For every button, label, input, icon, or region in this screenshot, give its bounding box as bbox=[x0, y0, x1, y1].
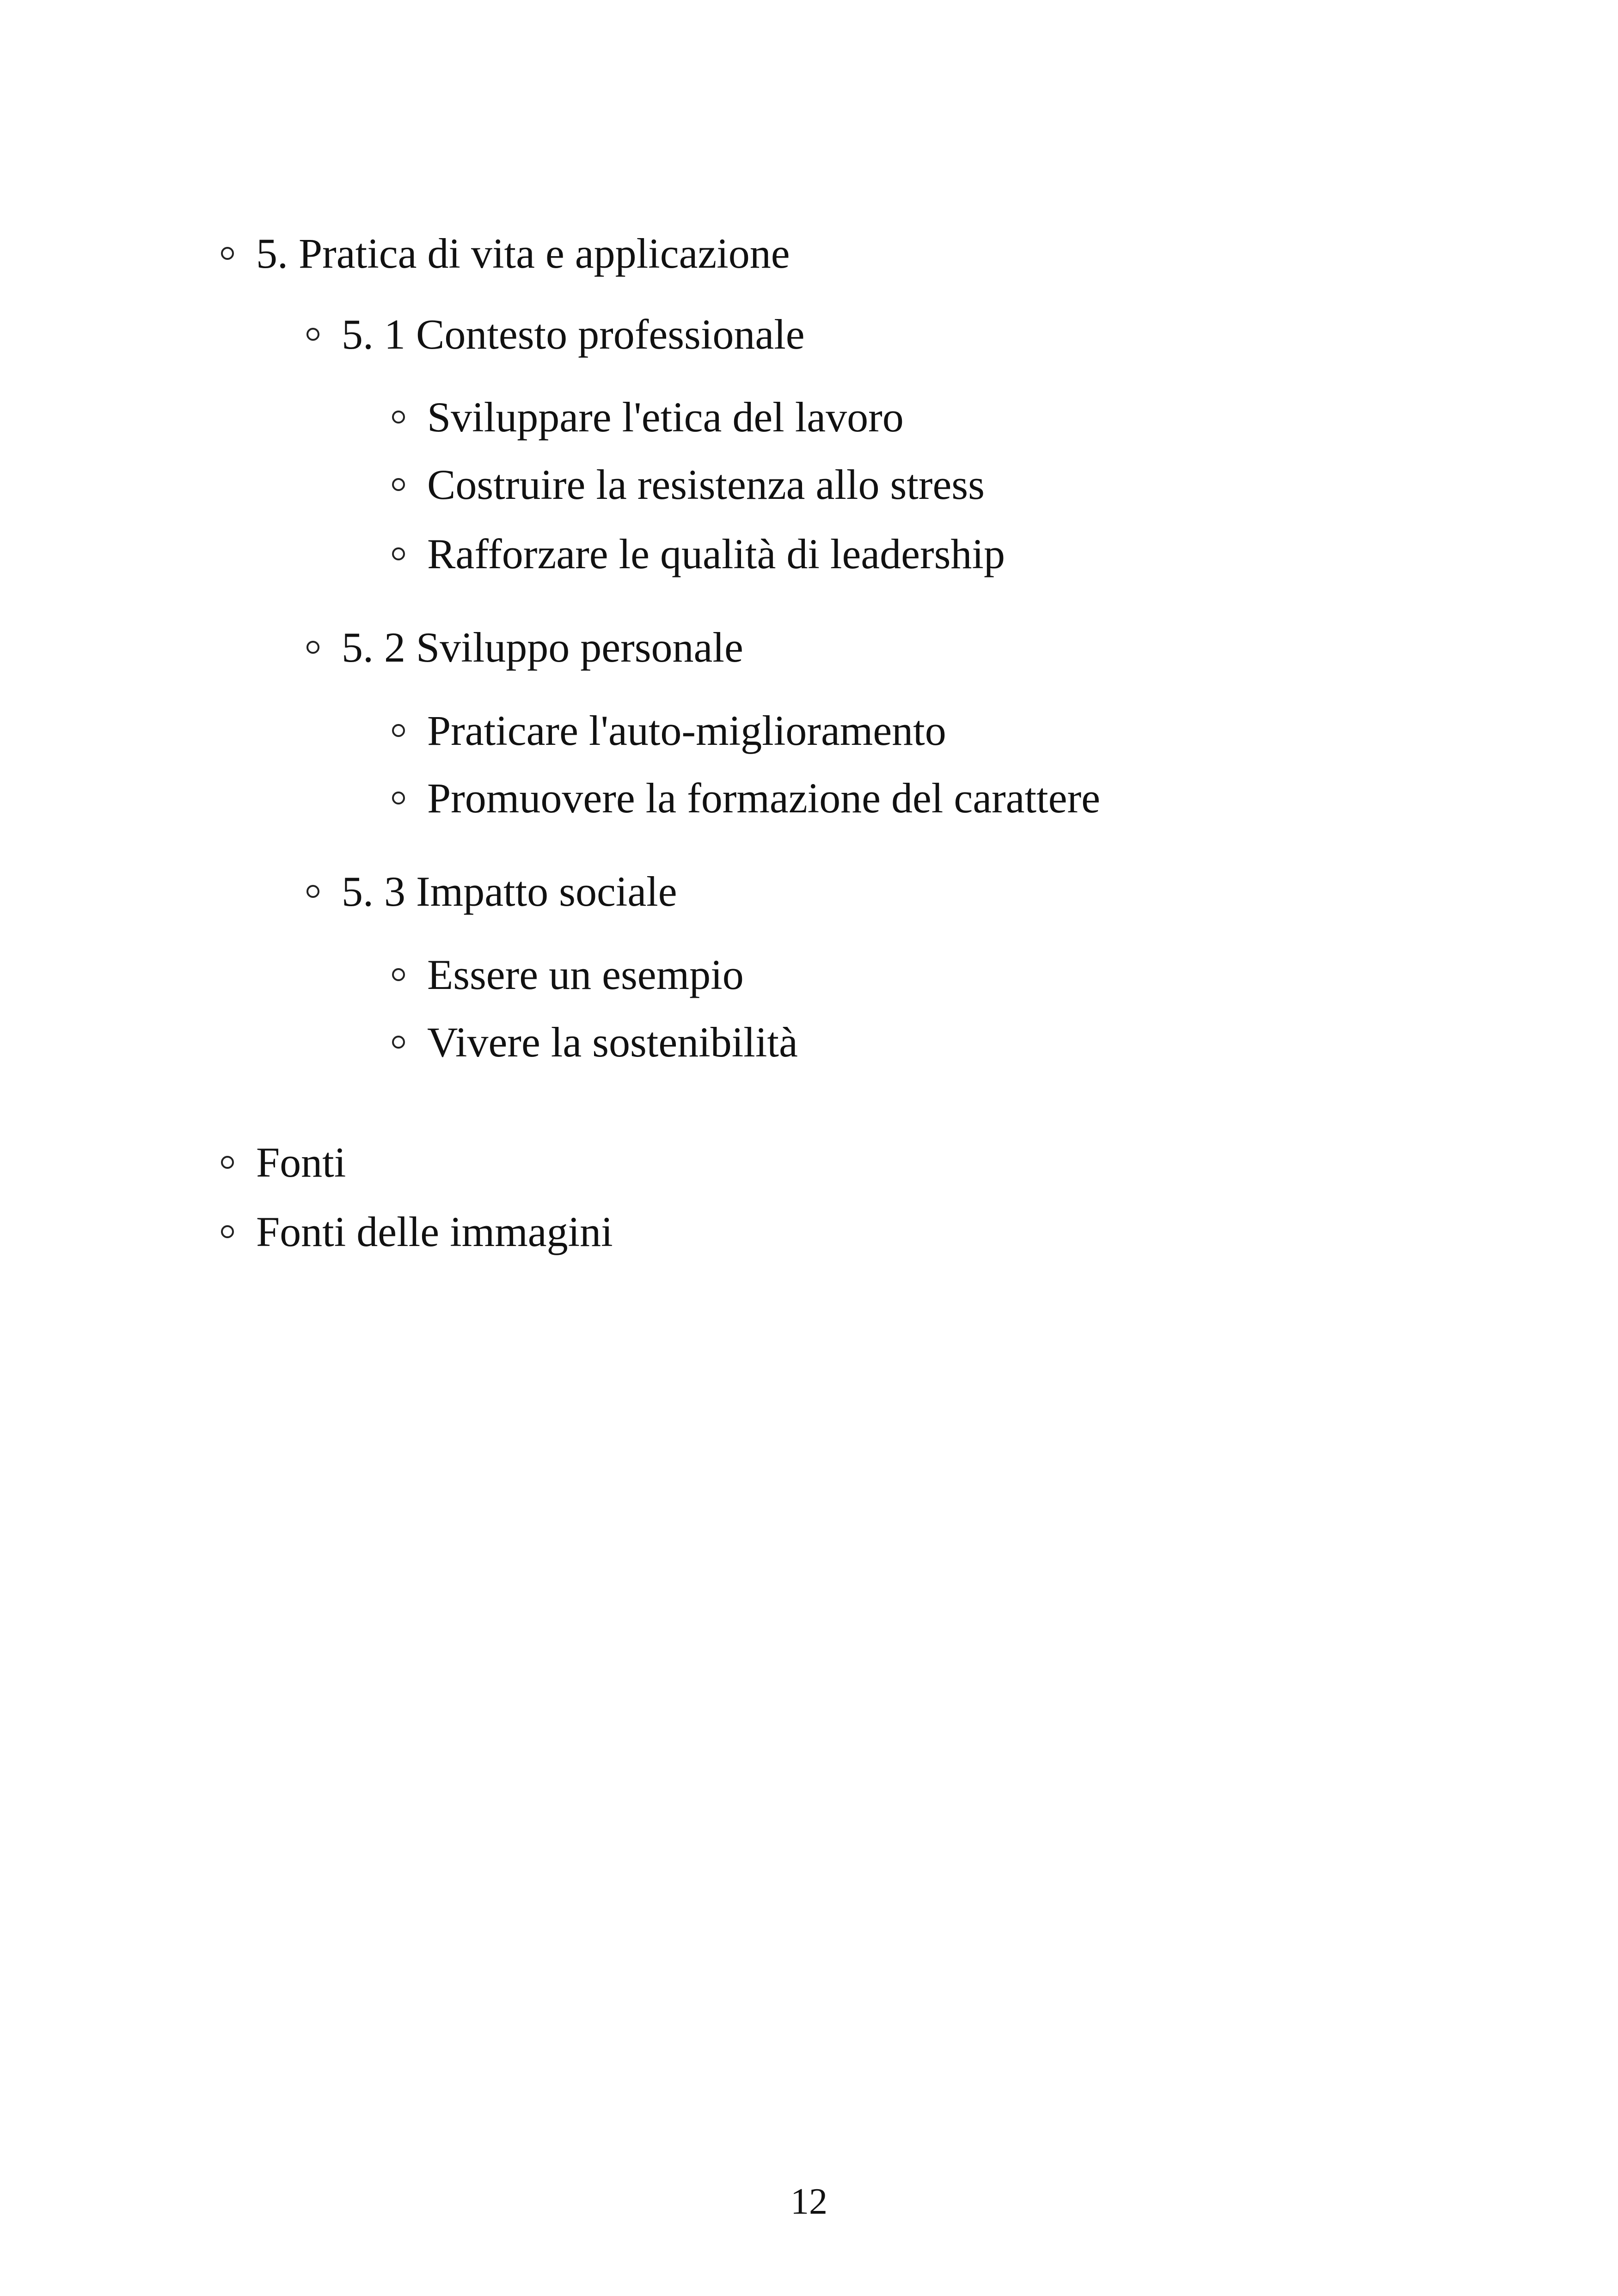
hollow-circle-bullet-icon bbox=[392, 792, 405, 804]
toc-item-label: 5. 1 Contesto professionale bbox=[342, 311, 805, 358]
toc-item-sostenibilita[interactable] bbox=[392, 1014, 798, 1070]
toc-item-resistenza-stress[interactable] bbox=[392, 457, 985, 512]
hollow-circle-bullet-icon bbox=[221, 1156, 234, 1169]
toc-item-label: 5. 2 Sviluppo personale bbox=[342, 624, 743, 671]
toc-item-impatto-sociale[interactable] bbox=[306, 864, 677, 919]
toc-item-label: Fonti delle immagini bbox=[256, 1208, 613, 1255]
hollow-circle-bullet-icon bbox=[221, 1225, 234, 1238]
toc-item-label: Costruire la resistenza allo stress bbox=[427, 461, 985, 508]
hollow-circle-bullet-icon bbox=[392, 478, 405, 491]
toc-item-label: Fonti bbox=[256, 1139, 346, 1186]
toc-item-leadership[interactable] bbox=[392, 526, 1005, 582]
toc-item-etica-del-lavoro[interactable] bbox=[392, 389, 904, 445]
toc-item-label: 5. Pratica di vita e applicazione bbox=[256, 230, 790, 277]
toc-item-label: Promuovere la formazione del carattere bbox=[427, 774, 1100, 822]
toc-item-sviluppo-personale[interactable] bbox=[306, 620, 743, 675]
toc-item-contesto-professionale[interactable] bbox=[306, 307, 805, 362]
toc-item-essere-esempio[interactable] bbox=[392, 947, 744, 1002]
hollow-circle-bullet-icon bbox=[306, 885, 319, 898]
toc-item-formazione-carattere[interactable] bbox=[392, 770, 1100, 826]
hollow-circle-bullet-icon bbox=[221, 247, 234, 260]
toc-item-pratica-di-vita[interactable] bbox=[221, 226, 790, 281]
toc-item-label: Essere un esempio bbox=[427, 951, 744, 998]
toc-item-auto-miglioramento[interactable] bbox=[392, 703, 946, 758]
hollow-circle-bullet-icon bbox=[392, 1036, 405, 1049]
toc-item-label: Sviluppare l'etica del lavoro bbox=[427, 393, 904, 441]
toc-item-fonti[interactable] bbox=[221, 1135, 346, 1190]
toc-item-label: 5. 3 Impatto sociale bbox=[342, 868, 677, 915]
toc-item-fonti-immagini[interactable] bbox=[221, 1204, 613, 1259]
hollow-circle-bullet-icon bbox=[392, 411, 405, 424]
hollow-circle-bullet-icon bbox=[392, 547, 405, 560]
page-number: 12 bbox=[791, 2181, 827, 2222]
toc-item-label: Vivere la sostenibilità bbox=[427, 1019, 798, 1066]
hollow-circle-bullet-icon bbox=[306, 328, 319, 341]
toc-item-label: Rafforzare le qualità di leadership bbox=[427, 530, 1005, 577]
hollow-circle-bullet-icon bbox=[306, 641, 319, 654]
hollow-circle-bullet-icon bbox=[392, 968, 405, 981]
hollow-circle-bullet-icon bbox=[392, 724, 405, 737]
toc-item-label: Praticare l'auto-miglioramento bbox=[427, 707, 946, 754]
